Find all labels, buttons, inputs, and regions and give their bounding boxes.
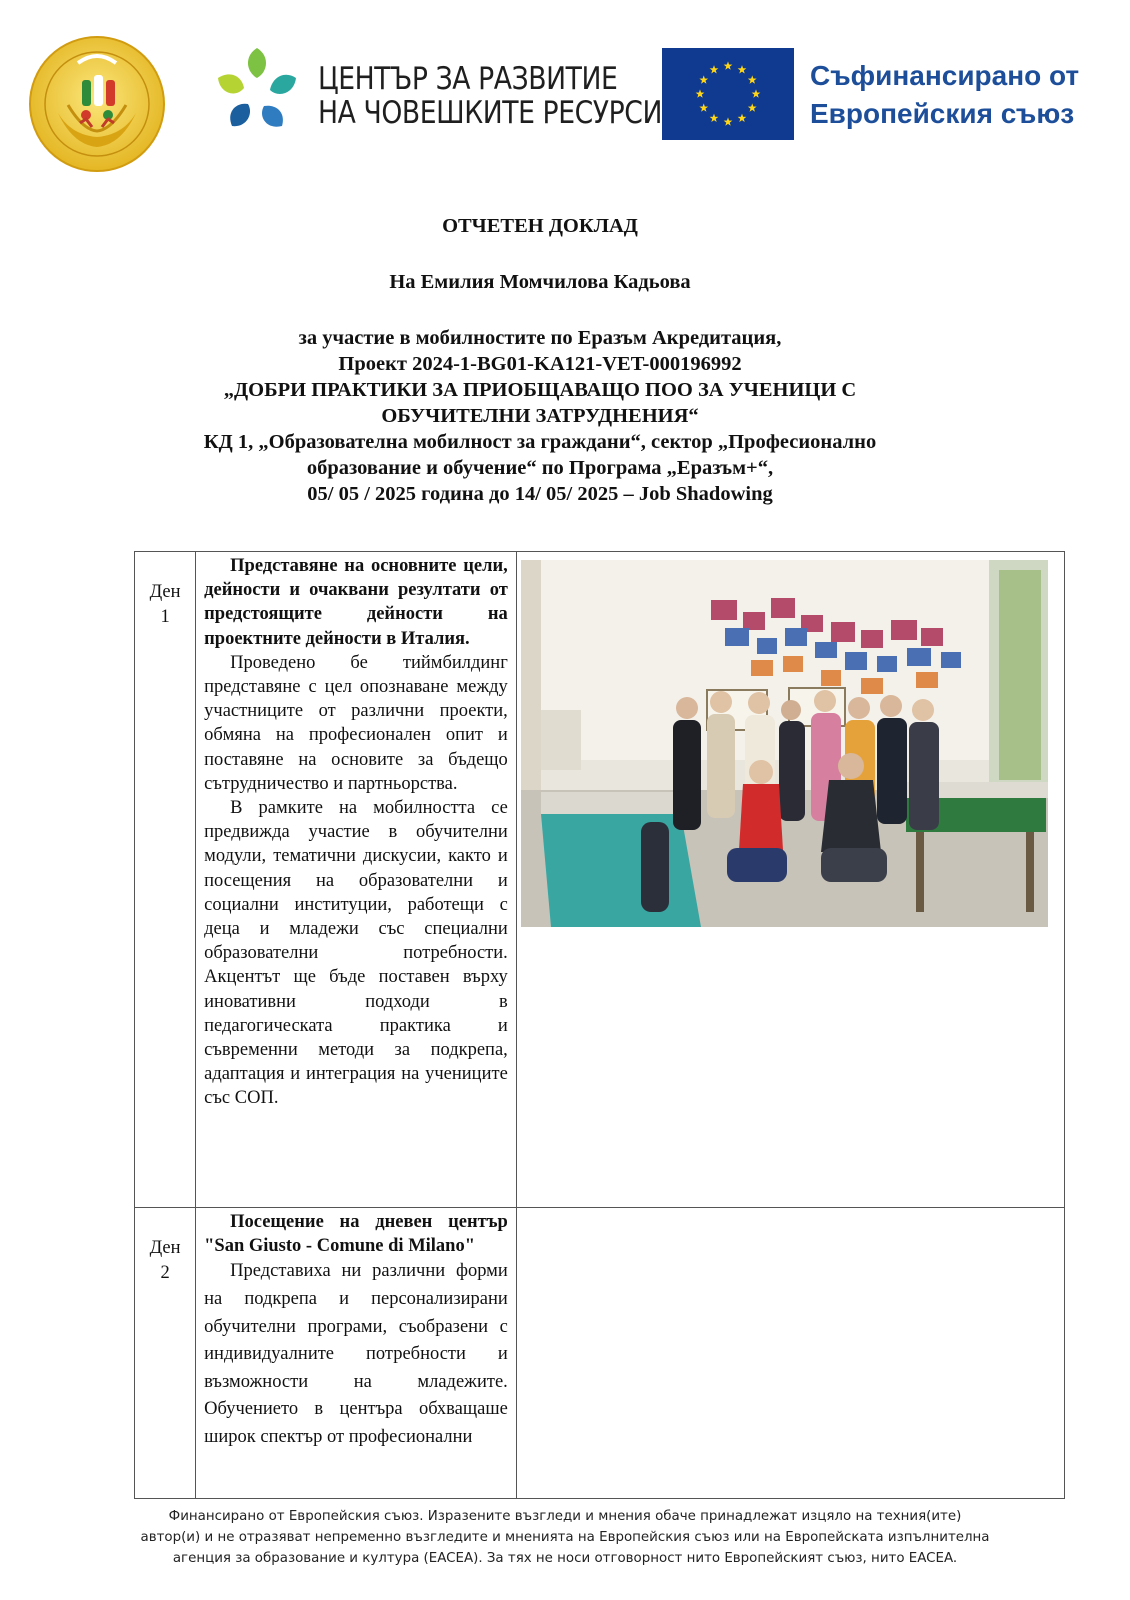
eu-text-line2: Европейския съюз xyxy=(810,98,1075,129)
day-paragraph: В рамките на мобилността се предвижда участие в обучителни модули, тематични дискусии, както и посещения на образователни и социални институции, работещи с деца и младежи със специални образователни потребности. Акцентът ще бъде поставен върху иновативни подходи в педагогическата практика и съвременни методи за подкрепа, адаптация и интеграция на учениците със СОП. xyxy=(204,798,508,1109)
day-heading: Посещение на дневен център "San Giusto - Comune di Milano" xyxy=(204,1212,508,1257)
page-header xyxy=(0,0,1130,190)
footer-line-1: Финансирано от Европейския съюз. Изразените възгледи и мнения обаче принадлежат изцяло на техния(ите) xyxy=(168,1509,962,1524)
report-title-block xyxy=(150,213,930,507)
title-line-6: образование и обучение“ по Програма „Еразъм+“, xyxy=(306,457,774,479)
day-description-cell xyxy=(196,552,517,1208)
title-line-3: „ДОБРИ ПРАКТИКИ ЗА ПРИОБЩАВАЩО ПОО ЗА УЧЕНИЦИ С xyxy=(223,379,857,401)
day-label-word: Ден xyxy=(149,582,181,602)
activities-table xyxy=(134,551,1065,1499)
eu-cofunded-label xyxy=(810,57,1120,133)
footer-line-2: автор(и) и не отразяват непременно възгледите и мненията на Европейския съюз или на Европейската изпълнителна xyxy=(140,1530,990,1545)
report-title: ОТЧЕТЕН ДОКЛАД xyxy=(442,215,638,237)
eu-text-line1: Съфинансирано от xyxy=(810,60,1080,91)
day-heading: Представяне на основните цели, дейности и очаквани резултати от предстоящите дейности на проектните дейности в Италия. xyxy=(204,556,508,649)
table-row-day-1 xyxy=(135,552,1065,1208)
day-label-word: Ден xyxy=(149,1238,181,1258)
title-line-2: Проект 2024-1-BG01-KA121-VET-000196992 xyxy=(338,353,742,375)
table-row-day-2 xyxy=(135,1208,1065,1499)
day-label-cell xyxy=(135,1208,196,1499)
eu-flag-icon xyxy=(662,48,794,140)
day-photo-cell xyxy=(516,552,1064,1208)
day-photo-cell-empty xyxy=(516,1208,1064,1499)
day-paragraph: Проведено бе тиймбилдинг представяне с цел опознаване между участниците от различни проекти, обмяна на професионален опит и поставяне на основите за бъдещо сътрудничество и партньорства. xyxy=(204,652,508,794)
school-seal-logo xyxy=(28,35,166,173)
title-line-5: КД 1, „Образователна мобилност за граждани“, сектор „Професионално xyxy=(203,431,877,453)
hrd-name-line1: ЦЕНТЪР ЗА РАЗВИТИЕ xyxy=(318,61,618,97)
eu-disclaimer-footer xyxy=(110,1506,1020,1569)
day-label-number: 2 xyxy=(160,1263,170,1283)
day-label-number: 1 xyxy=(160,607,170,627)
footer-line-3: агенция за образование и култура (EACEA). За тях не носи отговорност нито Европейският съюз, нито EACEA. xyxy=(172,1551,958,1566)
title-line-4: ОБУЧИТЕЛНИ ЗАТРУДНЕНИЯ“ xyxy=(381,405,699,427)
hrd-name-line2: НА ЧОВЕШКИТЕ РЕСУРСИ xyxy=(318,95,662,131)
day-paragraph: Представиха ни различни форми на подкрепа и персонализирани обучителни програми, съобразени с индивидуалните потребности и възможности на младежите. Обучението в центъра обхващаше широк спектър от професионални xyxy=(204,1261,508,1447)
report-author: На Емилия Момчилова Кадьова xyxy=(389,271,691,293)
title-line-1: за участие в мобилностите по Еразъм Акредитация, xyxy=(298,327,782,349)
hrd-star-logo xyxy=(210,42,305,137)
day-label-cell xyxy=(135,552,196,1208)
day-description-cell xyxy=(196,1208,517,1499)
group-photo-image xyxy=(521,560,1048,927)
title-line-7: 05/ 05 / 2025 година до 14/ 05/ 2025 – Job Shadowing xyxy=(307,483,773,505)
hrd-name xyxy=(318,61,662,131)
